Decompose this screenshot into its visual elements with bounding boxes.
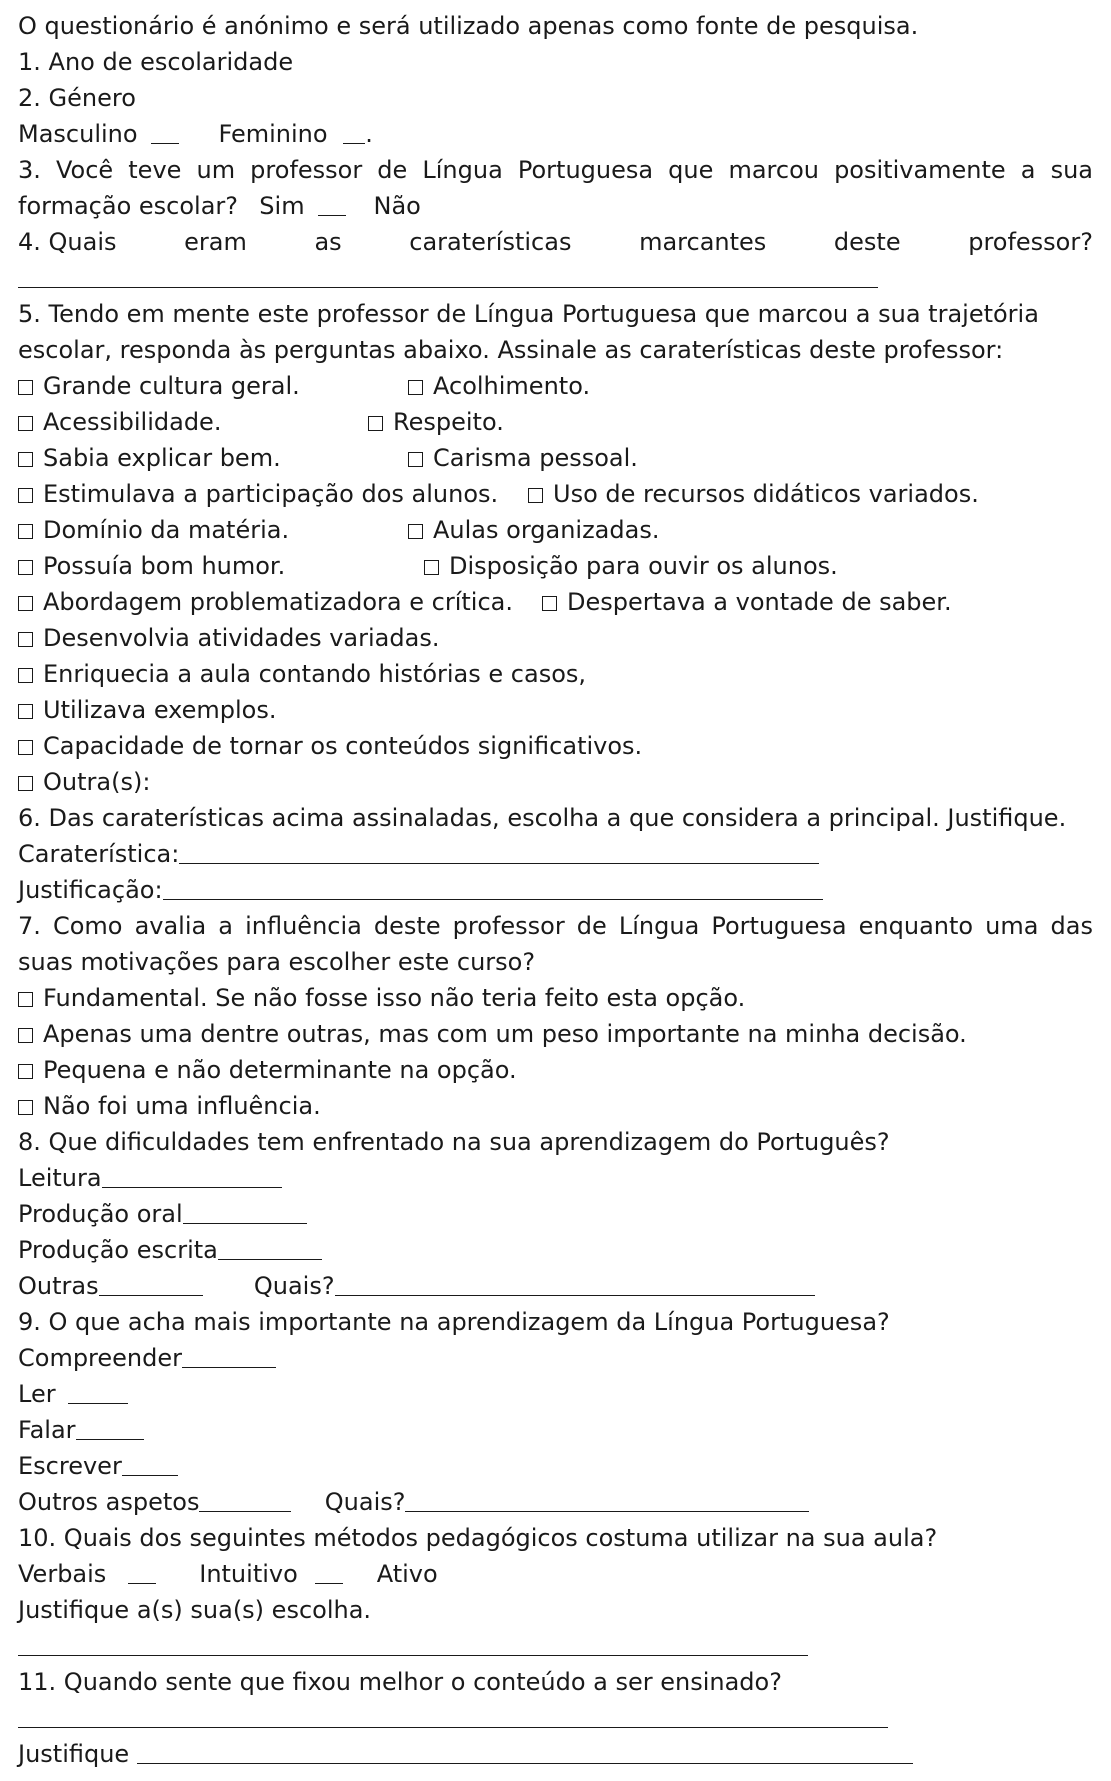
q7-option[interactable]: Apenas uma dentre outras, mas com um peso importante na minha decisão. (18, 1016, 1093, 1052)
checkbox[interactable] (18, 992, 33, 1007)
q8-item: Produção oral (18, 1196, 1093, 1232)
q9-text: 9. O que acha mais importante na aprendizagem da Língua Portuguesa? (18, 1308, 890, 1336)
checkbox[interactable] (18, 704, 33, 719)
q1-title: 1. Ano de escolaridade (18, 48, 294, 76)
q3-block (18, 152, 1093, 224)
checkbox[interactable] (18, 596, 33, 611)
q6-text: 6. Das caraterísticas acima assinaladas, escolha a que considera a principal. Justifique. (18, 804, 1067, 832)
q3-no: Não (373, 192, 421, 220)
q10-intuitivo-blank[interactable] (315, 1559, 343, 1584)
checkbox[interactable] (368, 416, 383, 431)
q2-dot: . (365, 120, 373, 148)
q5-row (18, 512, 1093, 548)
q5-option-other[interactable]: Outra(s): (18, 764, 1093, 800)
q7-option[interactable]: Fundamental. Se não fosse isso não teria feito esta opção. (18, 980, 1093, 1016)
q5-option[interactable]: Enriquecia a aula contando histórias e casos, (18, 656, 1093, 692)
q5-option[interactable]: Respeito. (368, 404, 504, 440)
q2-masculino-blank[interactable] (151, 119, 179, 144)
q5-option[interactable]: Utilizava exemplos. (18, 692, 1093, 728)
q5-row (18, 548, 1093, 584)
q5-row (18, 440, 1093, 476)
q5-option[interactable]: Disposição para ouvir os alunos. (424, 548, 838, 584)
q3-yes-blank[interactable] (318, 191, 346, 216)
q2-options (18, 116, 1093, 152)
q4-word: as (314, 228, 342, 256)
q5-option[interactable]: Abordagem problematizadora e crítica. (18, 584, 542, 620)
checkbox[interactable] (18, 668, 33, 683)
checkbox[interactable] (18, 740, 33, 755)
q8-text: 8. Que dificuldades tem enfrentado na sua aprendizagem do Português? (18, 1128, 890, 1156)
q7-text: 7. Como avalia a influência deste professor de Língua Portuguesa enquanto uma das suas motivações para escolher este curso? (18, 912, 1093, 976)
q9-item: Ler (18, 1376, 1093, 1412)
q2-option-masculino: Masculino (18, 120, 138, 148)
q5-option[interactable]: Acolhimento. (408, 368, 590, 404)
q6-field-caracteristica (18, 836, 1093, 872)
q4-word: eram (184, 228, 247, 256)
q5-row (18, 368, 1093, 404)
q9-blank[interactable] (182, 1343, 276, 1368)
q2-option-feminino: Feminino (218, 120, 328, 148)
q3-text: 3. Você teve um professor de Língua Portuguesa que marcou positivamente a sua formação escolar? (18, 156, 1093, 220)
q6-label: Caraterística: (18, 840, 180, 868)
q9-others: Outros aspetos Quais? (18, 1484, 1093, 1520)
q9-blank[interactable] (68, 1379, 128, 1404)
q4-word: marcantes (639, 228, 767, 256)
q6-label: Justificação: (18, 876, 163, 904)
q5-text: 5. Tendo em mente este professor de Língua Portuguesa que marcou a sua trajetória escolar, responda às perguntas abaixo. Assinale as caraterísticas deste professor: (18, 300, 1039, 364)
checkbox[interactable] (542, 596, 557, 611)
q9-item: Escrever (18, 1448, 1093, 1484)
q5-option[interactable]: Sabia explicar bem. (18, 440, 408, 476)
q6-caracteristica-blank[interactable] (179, 839, 819, 864)
q5-row (18, 584, 1093, 620)
q5-option[interactable]: Uso de recursos didáticos variados. (528, 476, 979, 512)
checkbox[interactable] (18, 560, 33, 575)
q5-option[interactable]: Carisma pessoal. (408, 440, 638, 476)
q5-option[interactable]: Grande cultura geral. (18, 368, 408, 404)
q9-blank[interactable] (76, 1415, 144, 1440)
q8-item: Leitura (18, 1160, 1093, 1196)
q5-option[interactable]: Acessibilidade. (18, 404, 368, 440)
q9-item: Compreender (18, 1340, 1093, 1376)
q4-word: professor? (968, 228, 1093, 256)
q10-option-ativo: Ativo (376, 1560, 438, 1588)
q5-row (18, 476, 1093, 512)
q10-option-verbais: Verbais (18, 1560, 107, 1588)
q10-justify-label: Justifique a(s) sua(s) escolha. (18, 1596, 372, 1624)
q8-others: Outras Quais? (18, 1268, 1093, 1304)
checkbox[interactable] (18, 452, 33, 467)
q9-which-blank[interactable] (405, 1487, 809, 1512)
q3-yes: Sim (259, 192, 305, 220)
q5-option[interactable]: Desenvolvia atividades variadas. (18, 620, 1093, 656)
checkbox[interactable] (18, 1064, 33, 1079)
q9-others-blank[interactable] (199, 1487, 291, 1512)
q11-justify (18, 1736, 1093, 1772)
q5-option[interactable]: Estimulava a participação dos alunos. (18, 476, 528, 512)
checkbox[interactable] (18, 776, 33, 791)
q4-title (18, 224, 1093, 260)
q2-title: 2. Género (18, 84, 136, 112)
checkbox[interactable] (408, 380, 423, 395)
checkbox[interactable] (18, 380, 33, 395)
q10-answer-line[interactable] (18, 1628, 1093, 1664)
checkbox[interactable] (528, 488, 543, 503)
intro-text: O questionário é anónimo e será utilizado apenas como fonte de pesquisa. (18, 12, 919, 40)
q2-feminino-blank[interactable] (343, 119, 365, 144)
q10-verbais-blank[interactable] (128, 1559, 156, 1584)
q7-option[interactable]: Não foi uma influência. (18, 1088, 1093, 1124)
q10-option-intuitivo: Intuitivo (199, 1560, 298, 1588)
checkbox[interactable] (18, 632, 33, 647)
q8-blank[interactable] (183, 1199, 307, 1224)
q11-text: 11. Quando sente que fixou melhor o conteúdo a ser ensinado? (18, 1668, 782, 1696)
q6-field-justificacao (18, 872, 1093, 908)
q10-options (18, 1556, 1093, 1592)
q5-option[interactable]: Domínio da matéria. (18, 512, 408, 548)
checkbox[interactable] (18, 524, 33, 539)
q6-justificacao-blank[interactable] (163, 875, 823, 900)
q8-blank[interactable] (218, 1235, 322, 1260)
q4-answer-line[interactable] (18, 260, 1093, 296)
q5-option[interactable]: Capacidade de tornar os conteúdos significativos. (18, 728, 1093, 764)
q5-row (18, 404, 1093, 440)
q11-justify-blank[interactable] (137, 1739, 913, 1764)
q8-item: Produção escrita (18, 1232, 1093, 1268)
checkbox[interactable] (18, 1100, 33, 1115)
q5-option[interactable]: Despertava a vontade de saber. (542, 584, 952, 620)
q8-others-blank[interactable] (99, 1271, 203, 1296)
checkbox[interactable] (18, 416, 33, 431)
q8-which-blank[interactable] (335, 1271, 815, 1296)
checkbox[interactable] (408, 524, 423, 539)
q8-blank[interactable] (102, 1163, 282, 1188)
q9-item: Falar (18, 1412, 1093, 1448)
q5-option[interactable]: Aulas organizadas. (408, 512, 659, 548)
q7-option[interactable]: Pequena e não determinante na opção. (18, 1052, 1093, 1088)
checkbox[interactable] (18, 488, 33, 503)
checkbox[interactable] (424, 560, 439, 575)
checkbox[interactable] (408, 452, 423, 467)
checkbox[interactable] (18, 1028, 33, 1043)
q5-option[interactable]: Possuía bom humor. (18, 548, 424, 584)
q4-word: deste (833, 228, 901, 256)
q10-text: 10. Quais dos seguintes métodos pedagógicos costuma utilizar na sua aula? (18, 1524, 938, 1552)
q4-word: caraterísticas (409, 228, 572, 256)
q11-justify-label: Justifique (18, 1740, 130, 1768)
q9-blank[interactable] (122, 1451, 178, 1476)
q4-word: 4. Quais (18, 228, 117, 256)
q11-answer-line[interactable] (18, 1700, 1093, 1736)
